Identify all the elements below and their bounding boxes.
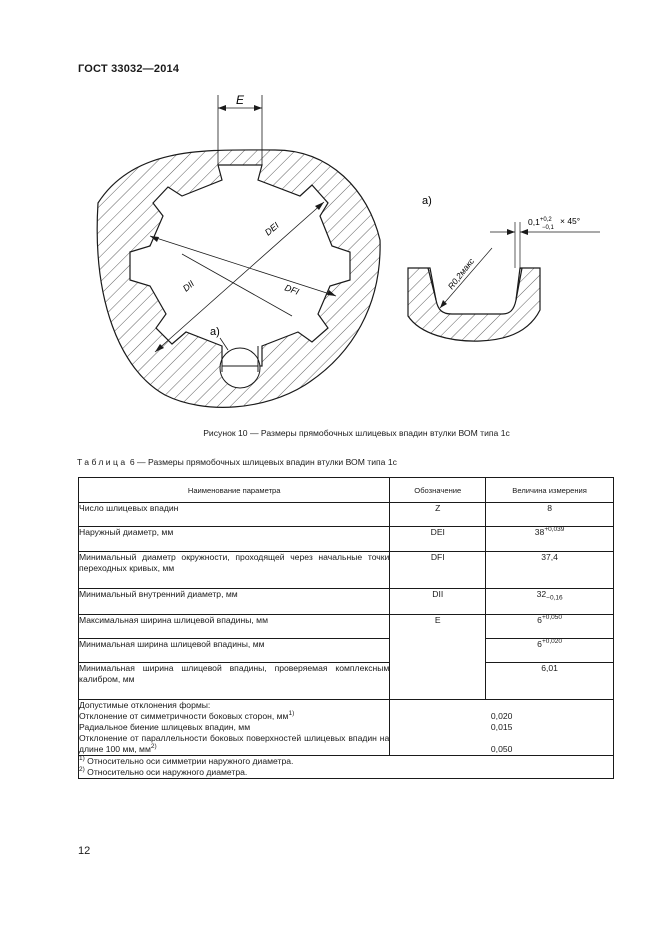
- label-a-detail: a): [422, 195, 432, 207]
- table-row: Число шлицевых впадин Z 8: [79, 503, 614, 527]
- label-a-main: a): [210, 326, 220, 338]
- footnotes-row: [79, 756, 614, 779]
- page-number: 12: [78, 845, 91, 857]
- table-row: Минимальный диаметр окружности, проходящей через начальные точки переходных кривых, мм DFI 37,4: [79, 552, 614, 589]
- footnote: $^{1)}$ Относительно оси симметрии наружного диаметра.: [79, 755, 294, 766]
- header-param: Наименование параметра: [79, 478, 390, 503]
- spline-table: [78, 477, 614, 779]
- footnote: $^{2)}$ Относительно оси наружного диаметра.: [79, 766, 248, 777]
- label-e: E: [236, 93, 245, 107]
- table-header-row: [79, 478, 614, 503]
- radius-label: R0,2макс: [445, 256, 477, 292]
- header-symbol: Обозначение: [390, 478, 486, 503]
- label-dii: DII: [180, 278, 197, 294]
- chamfer-value: $0,1^{+0,2}$: [528, 217, 552, 227]
- table-row: Максимальная ширина шлицевой впадины, мм E $6^{+0,050}$: [79, 615, 614, 639]
- figure-caption: Рисунок 10 — Размеры прямобочных шлицевых впадин втулки ВОМ типа 1с: [203, 428, 510, 438]
- header-value: Величина измерения: [486, 478, 614, 503]
- table-row: Минимальная ширина шлицевой впадины, мм $6^{+0,020}$: [79, 639, 614, 663]
- deviations-row: Допустимые отклонения формы: Отклонение от симметричности боковых сторон, $мм^{1)}$ Радиальное биение шлицевых впадин, мм Отклонение от параллельности боковых поверхностей шлицевых впадин на длине 100 мм, $мм^{2)}$ 0,020 0,015 0,050: [79, 700, 614, 756]
- standard-header: ГОСТ 33032—2014: [78, 63, 180, 75]
- label-dei: DEI: [262, 220, 281, 238]
- chamfer-angle: × 45°: [560, 216, 581, 226]
- chamfer-tolerance: −0,1: [542, 225, 554, 231]
- e-symbol-cell: E: [390, 615, 486, 700]
- label-dfi: DFI: [283, 282, 301, 297]
- table-caption: Таблица 6 — Размеры прямобочных шлицевых впадин втулки ВОМ типа 1с: [77, 457, 397, 467]
- table-row: Минимальная ширина шлицевой впадины, проверяемая комплексным калибром, мм 6,01: [79, 663, 614, 700]
- spline-figure: [0, 0, 661, 430]
- table-row: Наружный диаметр, мм DEI $38^{+0,039}$: [79, 527, 614, 552]
- table-row: Минимальный внутренний диаметр, мм DII $32_{-0,16}$: [79, 589, 614, 615]
